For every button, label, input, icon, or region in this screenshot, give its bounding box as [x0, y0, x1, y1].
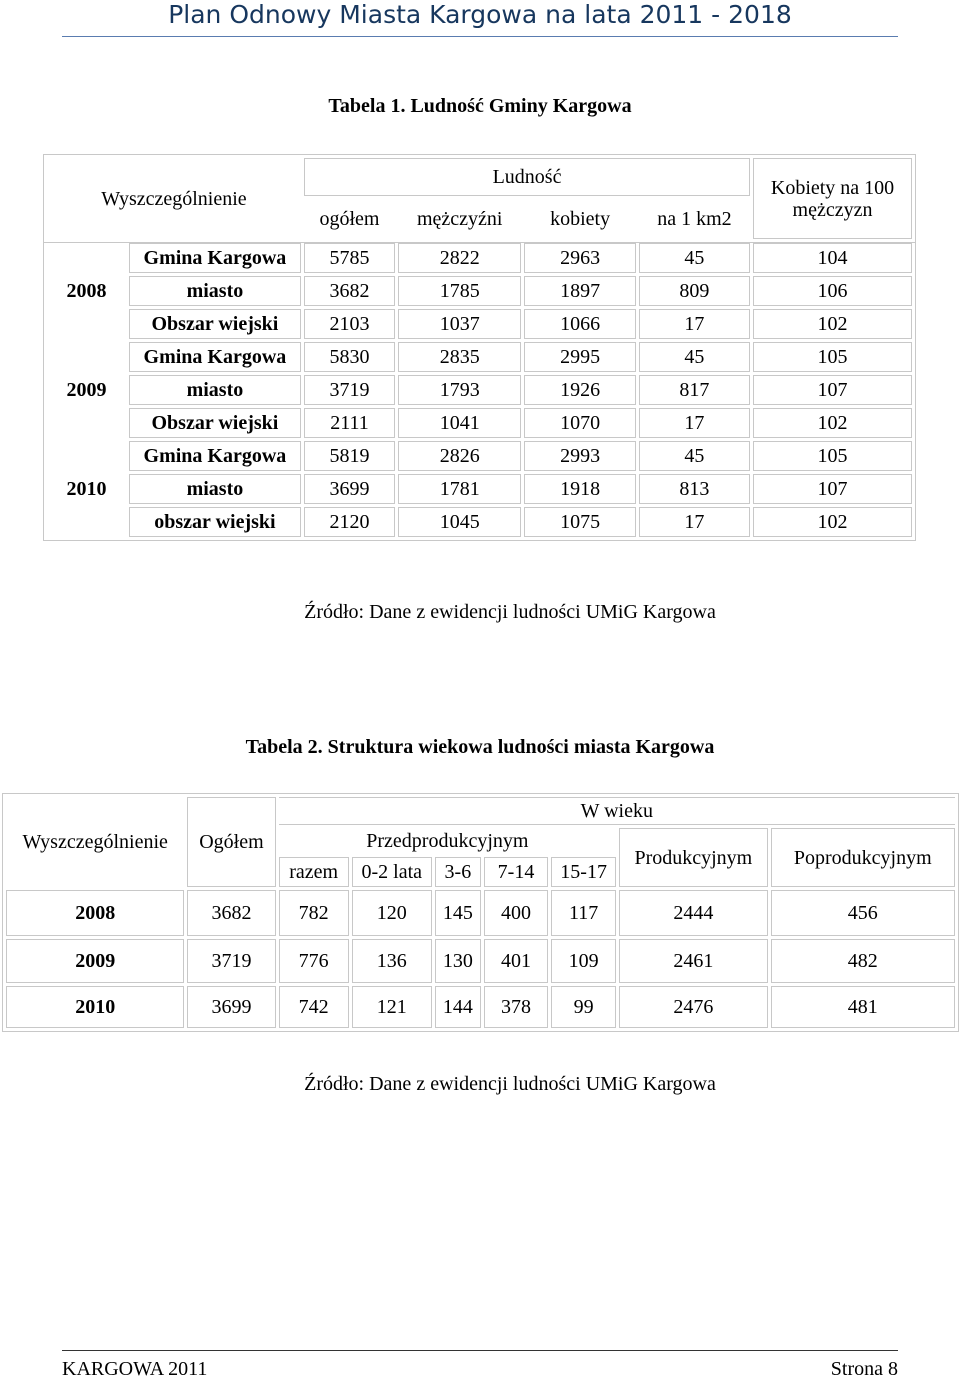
- women-per-100-cell: 105: [753, 342, 912, 372]
- table1-header-item: Wyszczególnienie: [101, 187, 247, 210]
- razem-cell: 782: [279, 890, 349, 936]
- table1-header-km2: na 1 km2: [657, 208, 732, 230]
- table1-caption: [0, 94, 960, 118]
- productive-cell: 2444: [619, 890, 767, 936]
- year-cell: 2010: [6, 986, 184, 1028]
- table2-header-ogolem: Ogółem: [187, 797, 275, 887]
- women-per-100-cell: 102: [753, 507, 912, 537]
- ogolem-cell: 5785: [304, 243, 395, 273]
- ogolem-cell: 5830: [304, 342, 395, 372]
- age-15-17-cell: 99: [551, 986, 616, 1028]
- row-name-cell: miasto: [129, 474, 301, 504]
- table2-header-714: 7-14: [484, 857, 548, 887]
- table-row: [47, 342, 912, 372]
- density-cell: 45: [639, 243, 750, 273]
- row-name-cell: miasto: [129, 276, 301, 306]
- women-per-100-cell: 107: [753, 375, 912, 405]
- razem-cell: 776: [279, 939, 349, 983]
- age-7-14-cell: 401: [484, 939, 548, 983]
- mezczyzni-cell: 2826: [398, 441, 521, 471]
- density-cell: 45: [639, 342, 750, 372]
- age-15-17-cell: 117: [551, 890, 616, 936]
- age-structure-table: [2, 793, 959, 1032]
- kobiety-cell: 2993: [524, 441, 635, 471]
- kobiety-cell: 1918: [524, 474, 635, 504]
- density-cell: 45: [639, 441, 750, 471]
- footer-left: KARGOWA 2011: [62, 1358, 208, 1380]
- women-per-100-cell: 105: [753, 441, 912, 471]
- row-name-cell: Gmina Kargowa: [129, 243, 301, 273]
- kobiety-cell: 2995: [524, 342, 635, 372]
- table-row: [47, 309, 912, 339]
- year-cell: 2008: [66, 280, 107, 302]
- kobiety-cell: 1897: [524, 276, 635, 306]
- table-row: [47, 276, 912, 306]
- post-productive-cell: 482: [771, 939, 956, 983]
- table2-header-prod: Produkcyjnym: [619, 828, 767, 887]
- ogolem-cell: 3699: [187, 986, 275, 1028]
- table-row: [6, 986, 955, 1028]
- year-cell: 2008: [6, 890, 184, 936]
- kobiety-cell: 2963: [524, 243, 635, 273]
- age-15-17-cell: 109: [551, 939, 616, 983]
- row-name-cell: Gmina Kargowa: [129, 342, 301, 372]
- ogolem-cell: 2111: [304, 408, 395, 438]
- mezczyzni-cell: 2835: [398, 342, 521, 372]
- year-cell: 2009: [6, 939, 184, 983]
- header-rule: [62, 36, 898, 37]
- ogolem-cell: 3699: [304, 474, 395, 504]
- age-7-14-cell: 400: [484, 890, 548, 936]
- density-cell: 817: [639, 375, 750, 405]
- table-row: [47, 441, 912, 471]
- population-table-body: [43, 240, 916, 541]
- mezczyzni-cell: 1041: [398, 408, 521, 438]
- table1-header-mezczyzni: mężczyźni: [416, 208, 503, 230]
- age-7-14-cell: 378: [484, 986, 548, 1028]
- table2-header-02: 0-2 lata: [352, 857, 432, 887]
- table-row: [47, 507, 912, 537]
- table2-source: Źródło: Dane z ewidencji ludności UMiG Kargowa: [304, 1073, 716, 1095]
- table2-header-1517: 15-17: [551, 857, 616, 887]
- table2-header-razem: razem: [279, 857, 349, 887]
- post-productive-cell: 456: [771, 890, 956, 936]
- mezczyzni-cell: 1045: [398, 507, 521, 537]
- ogolem-cell: 3719: [187, 939, 275, 983]
- women-per-100-cell: 102: [753, 408, 912, 438]
- ogolem-cell: 5819: [304, 441, 395, 471]
- table1-header-kobiety: kobiety: [550, 208, 611, 230]
- year-cell: 2009: [66, 379, 107, 401]
- ogolem-cell: 3719: [304, 375, 395, 405]
- ogolem-cell: 2103: [304, 309, 395, 339]
- age-3-6-cell: 144: [435, 986, 481, 1028]
- mezczyzni-cell: 1785: [398, 276, 521, 306]
- ogolem-cell: 3682: [304, 276, 395, 306]
- year-cell: 2010: [66, 478, 107, 500]
- density-cell: 17: [639, 309, 750, 339]
- mezczyzni-cell: 1781: [398, 474, 521, 504]
- density-cell: 17: [639, 507, 750, 537]
- post-productive-cell: 481: [771, 986, 956, 1028]
- table-row: [47, 474, 912, 504]
- kobiety-cell: 1926: [524, 375, 635, 405]
- table1-source: Źródło: Dane z ewidencji ludności UMiG Kargowa: [304, 601, 716, 623]
- density-cell: 813: [639, 474, 750, 504]
- row-name-cell: miasto: [129, 375, 301, 405]
- kobiety-cell: 1070: [524, 408, 635, 438]
- table-row: [47, 243, 912, 273]
- population-table: [43, 154, 916, 243]
- age-3-6-cell: 130: [435, 939, 481, 983]
- table2-header-poprod: Poprodukcyjnym: [771, 828, 956, 887]
- footer-rule: [62, 1350, 898, 1351]
- productive-cell: 2461: [619, 939, 767, 983]
- table2-header-36: 3-6: [435, 857, 481, 887]
- women-per-100-cell: 107: [753, 474, 912, 504]
- table2-header-wieku: W wieku: [279, 797, 955, 825]
- kobiety-cell: 1066: [524, 309, 635, 339]
- row-name-cell: Obszar wiejski: [129, 408, 301, 438]
- density-cell: 809: [639, 276, 750, 306]
- row-name-cell: Gmina Kargowa: [129, 441, 301, 471]
- age-3-6-cell: 145: [435, 890, 481, 936]
- table1-header-ogolem: ogółem: [319, 208, 380, 230]
- table-row: [47, 408, 912, 438]
- mezczyzni-cell: 1037: [398, 309, 521, 339]
- mezczyzni-cell: 2822: [398, 243, 521, 273]
- table2-caption-text: Tabela 2. Struktura wiekowa ludności miasta Kargowa: [245, 736, 715, 758]
- row-name-cell: Obszar wiejski: [129, 309, 301, 339]
- women-per-100-cell: 106: [753, 276, 912, 306]
- table1-header-ludnosc: Ludność: [304, 158, 750, 196]
- age-0-2-cell: 121: [352, 986, 432, 1028]
- table-row: [47, 375, 912, 405]
- table-row: [6, 939, 955, 983]
- density-cell: 17: [639, 408, 750, 438]
- page-header-title: Plan Odnowy Miasta Kargowa na lata 2011 - 2018: [168, 0, 792, 29]
- table2-header-przed: Przedprodukcyjnym: [366, 830, 529, 852]
- table2-header-item: Wyszczególnienie: [22, 831, 168, 853]
- ogolem-cell: 3682: [187, 890, 275, 936]
- mezczyzni-cell: 1793: [398, 375, 521, 405]
- age-0-2-cell: 136: [352, 939, 432, 983]
- table2-caption: [0, 735, 960, 759]
- razem-cell: 742: [279, 986, 349, 1028]
- table1-header-kobiety100: Kobiety na 100 mężczyzn: [753, 158, 912, 239]
- table-row: [6, 890, 955, 936]
- kobiety-cell: 1075: [524, 507, 635, 537]
- age-0-2-cell: 120: [352, 890, 432, 936]
- row-name-cell: obszar wiejski: [129, 507, 301, 537]
- productive-cell: 2476: [619, 986, 767, 1028]
- ogolem-cell: 2120: [304, 507, 395, 537]
- table1-caption-text: Tabela 1. Ludność Gminy Kargowa: [328, 95, 632, 117]
- women-per-100-cell: 104: [753, 243, 912, 273]
- women-per-100-cell: 102: [753, 309, 912, 339]
- footer-page-number: Strona 8: [830, 1358, 898, 1380]
